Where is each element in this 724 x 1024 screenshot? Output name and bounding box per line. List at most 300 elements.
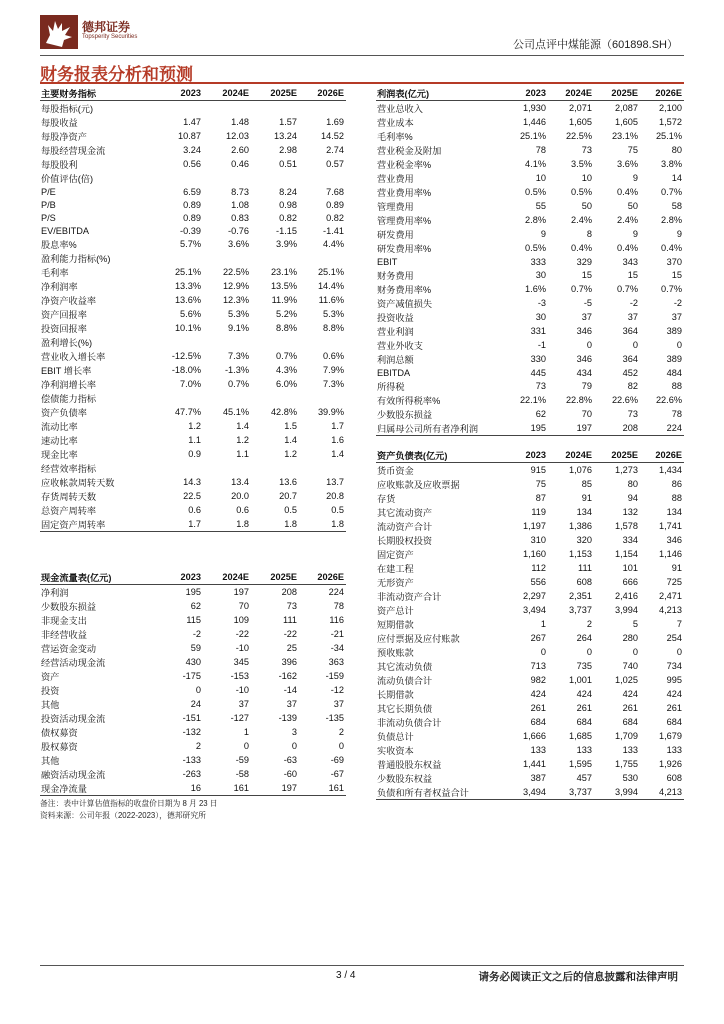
value-cell: 0.7%	[661, 284, 682, 295]
table-row	[40, 475, 346, 489]
year-header-cell: 2023	[155, 570, 203, 585]
value-cell: 725	[666, 577, 682, 587]
table-row	[40, 669, 346, 683]
year-header-cell: 2026E	[640, 86, 684, 101]
value-cell: 39.9%	[317, 407, 344, 418]
value-cell: 9.1%	[228, 323, 249, 334]
value-cell: -1.41	[323, 225, 344, 236]
value-cell: 25.1%	[174, 267, 201, 278]
row-label-cell: P/B	[41, 199, 56, 210]
value-cell: 42.8%	[270, 407, 297, 418]
table-row	[376, 352, 684, 366]
value-cell: 62	[190, 601, 201, 611]
value-cell: 3.8%	[661, 159, 682, 169]
row-label-cell: 经营活动现金流	[41, 658, 106, 668]
value-cell: 22.8%	[565, 395, 592, 406]
value-cell: 0	[291, 741, 297, 751]
row-label-cell: 其他	[41, 756, 60, 766]
value-cell: 14	[671, 173, 682, 183]
value-cell: 22.5	[183, 491, 201, 502]
row-label-cell: 无形资产	[377, 578, 414, 588]
value-cell: 452	[622, 367, 638, 378]
value-cell: 915	[530, 465, 546, 475]
value-cell: 5.3%	[228, 309, 249, 320]
table-row	[40, 613, 346, 627]
table-row	[40, 725, 346, 739]
table-row	[40, 641, 346, 655]
value-cell: 88	[671, 493, 682, 503]
value-cell	[203, 101, 251, 116]
value-cell: -21	[330, 629, 344, 639]
table-row	[376, 143, 684, 157]
table-row	[376, 757, 684, 771]
value-cell: 684	[666, 717, 682, 727]
row-label-cell: 偿债能力指标	[41, 394, 97, 405]
value-cell: 5	[632, 619, 638, 629]
value-cell: 224	[328, 587, 344, 597]
value-cell: 1,595	[569, 759, 592, 769]
value-cell: 2,297	[523, 591, 546, 601]
value-cell: 224	[666, 423, 682, 434]
value-cell: 5.3%	[323, 309, 344, 320]
table-row	[376, 561, 684, 575]
year-header-cell: 2023	[502, 448, 548, 463]
value-cell: 1.7	[188, 519, 201, 530]
table-row	[376, 241, 684, 255]
value-cell: 1.48	[231, 117, 249, 127]
value-cell: 5.2%	[276, 309, 297, 320]
table-row	[376, 129, 684, 143]
value-cell: 734	[666, 661, 682, 671]
value-cell: 1.2	[236, 435, 249, 446]
row-label-cell: 股权募资	[41, 742, 78, 752]
value-cell	[251, 461, 299, 475]
year-header-cell: 2025E	[251, 86, 299, 101]
value-cell: 1,386	[569, 521, 592, 531]
value-cell: 2,416	[615, 591, 638, 601]
value-cell: 25.1%	[519, 131, 546, 141]
financial-table-bottom-rule	[40, 531, 346, 532]
value-cell: 10.1%	[174, 323, 201, 334]
value-cell: 23.1%	[611, 131, 638, 141]
value-cell: 267	[530, 633, 546, 643]
value-cell: 1.8	[331, 519, 344, 530]
value-cell: 343	[622, 256, 638, 267]
row-label-cell: 资产负债率	[41, 408, 87, 419]
table-row	[376, 631, 684, 645]
value-cell: 1.5	[284, 421, 297, 432]
value-cell: -153	[230, 671, 249, 681]
value-cell	[251, 251, 299, 265]
value-cell: 1.2	[284, 449, 297, 460]
row-label-cell: 实收资本	[377, 746, 414, 756]
value-cell: 78	[333, 601, 344, 611]
table-row	[376, 785, 684, 799]
value-cell: 364	[622, 326, 638, 337]
row-label-cell: 长期借款	[377, 690, 414, 700]
value-cell: 1,153	[569, 549, 592, 559]
value-cell: 10	[581, 173, 592, 183]
value-cell: 346	[576, 326, 592, 337]
value-cell: 0.5	[331, 505, 344, 516]
value-cell: 9	[632, 173, 638, 183]
value-cell: -0.76	[228, 225, 249, 236]
row-label-cell: 非经营收益	[41, 630, 87, 640]
value-cell: 0.46	[231, 159, 249, 169]
value-cell: 14.4%	[317, 281, 344, 292]
row-label-cell: 营业费用	[377, 174, 414, 184]
value-cell: 2	[338, 727, 344, 737]
table-row	[40, 585, 346, 600]
year-header-cell: 2026E	[299, 570, 346, 585]
value-cell: 55	[535, 201, 546, 211]
value-cell: 101	[622, 563, 638, 573]
value-cell: 608	[666, 773, 682, 783]
value-cell: 1.57	[279, 117, 297, 127]
value-cell: 740	[622, 661, 638, 671]
table-row	[40, 753, 346, 767]
value-cell: 134	[666, 507, 682, 517]
row-label-cell: 利润总额	[377, 355, 414, 366]
value-cell: 37	[581, 312, 592, 323]
value-cell: 7.9%	[323, 365, 344, 376]
row-label-cell: 财务费用	[377, 271, 414, 282]
value-cell: 73	[286, 601, 297, 611]
row-label-cell: 营业利润	[377, 327, 414, 338]
value-cell: 0	[586, 647, 592, 657]
table-row	[376, 338, 684, 352]
value-cell: 261	[666, 703, 682, 713]
row-label-cell: 现金净流量	[41, 784, 87, 794]
value-cell: 2	[586, 619, 592, 629]
value-cell: 111	[578, 563, 592, 573]
row-label-cell: 营业外收支	[377, 341, 423, 352]
table-row	[40, 321, 346, 335]
value-cell: 13.6	[279, 477, 297, 488]
value-cell: 2.4%	[617, 215, 638, 225]
row-label-cell: 现金比率	[41, 450, 78, 461]
value-cell: 73	[627, 409, 638, 420]
value-cell: 22.1%	[519, 395, 546, 406]
value-cell: 684	[576, 717, 592, 727]
value-cell: 0.4%	[617, 187, 638, 197]
table-row	[40, 279, 346, 293]
value-cell: -135	[325, 713, 344, 723]
balance-sheet-table	[376, 448, 684, 799]
table-row	[40, 697, 346, 711]
row-label-cell: 投资回报率	[41, 324, 87, 335]
value-cell: 22.6%	[611, 395, 638, 406]
value-cell: 345	[233, 657, 249, 667]
value-cell: 16	[190, 783, 201, 793]
value-cell: 0.5	[284, 505, 297, 516]
year-header-cell: 2023	[502, 86, 548, 101]
value-cell: 556	[530, 577, 546, 587]
table-row	[40, 198, 346, 211]
table-row	[40, 211, 346, 224]
value-cell: 132	[622, 507, 638, 517]
value-cell: 1.6%	[525, 284, 546, 295]
section-title: 财务报表分析和预测	[40, 65, 193, 84]
table-row	[376, 575, 684, 589]
value-cell: 0.7%	[617, 284, 638, 295]
table-row	[376, 227, 684, 241]
table-row	[376, 729, 684, 743]
value-cell: 11.6%	[318, 295, 344, 306]
value-cell: -1.3%	[224, 365, 249, 376]
value-cell: 684	[622, 717, 638, 727]
value-cell: 346	[666, 535, 682, 545]
value-cell: -63	[283, 755, 297, 765]
value-cell: 1.47	[183, 117, 201, 127]
value-cell: 457	[576, 773, 592, 783]
value-cell: -175	[182, 671, 201, 681]
table-row	[40, 377, 346, 391]
row-label-cell: EBIT	[377, 256, 398, 267]
value-cell: 86	[671, 479, 682, 489]
row-label-cell: 财务费用率%	[377, 285, 432, 296]
value-cell	[299, 251, 346, 265]
value-cell: 1,755	[615, 759, 638, 769]
value-cell: 8.73	[231, 186, 249, 197]
value-cell: 329	[576, 256, 592, 267]
row-label-cell: 短期借款	[377, 620, 414, 630]
value-cell: -59	[235, 755, 249, 765]
value-cell: 1,572	[659, 117, 682, 127]
value-cell: 0.82	[279, 212, 297, 223]
value-cell: -2	[629, 298, 638, 309]
value-cell: 1.2	[188, 421, 201, 432]
value-cell: -12.5%	[171, 351, 201, 362]
value-cell: 333	[530, 256, 546, 267]
row-label-cell: 融资活动现金流	[41, 770, 106, 780]
row-label-cell: 净利润增长率	[41, 380, 97, 391]
value-cell: 0	[632, 647, 638, 657]
value-cell: 78	[535, 145, 546, 155]
value-cell: 12.3%	[222, 295, 249, 306]
value-cell: 1.69	[326, 117, 344, 127]
value-cell: 735	[576, 661, 592, 671]
value-cell: 1.8	[284, 519, 297, 530]
value-cell: 346	[576, 354, 592, 365]
value-cell: 0.89	[326, 199, 344, 210]
value-cell: 3.5%	[571, 159, 592, 169]
value-cell: 119	[531, 507, 546, 517]
value-cell: 389	[666, 326, 682, 337]
table-row	[376, 268, 684, 282]
value-cell: 7	[676, 619, 682, 629]
value-cell: 73	[581, 145, 592, 155]
value-cell: 7.68	[326, 186, 344, 197]
value-cell: 1.08	[231, 199, 249, 210]
table-row	[40, 129, 346, 143]
value-cell: 22.5%	[565, 131, 592, 141]
table-row	[40, 503, 346, 517]
value-cell: 13.3%	[174, 281, 201, 292]
row-label-cell: 资产回报率	[41, 310, 87, 321]
value-cell: 434	[576, 367, 592, 378]
value-cell	[155, 335, 203, 349]
table-row	[376, 157, 684, 171]
value-cell	[203, 391, 251, 405]
value-cell: -14	[283, 685, 297, 695]
value-cell: 530	[622, 773, 638, 783]
value-cell: 2,071	[569, 103, 592, 113]
value-cell: 13.5%	[270, 281, 297, 292]
value-cell: 22.6%	[655, 395, 682, 406]
row-label-cell: 其它流动负债	[377, 662, 433, 672]
value-cell: 2.8%	[525, 215, 546, 225]
value-cell: 3,494	[523, 605, 546, 615]
row-label-cell: 非现金支出	[41, 616, 87, 626]
row-label-cell: 净利润	[41, 588, 69, 598]
value-cell: 1,926	[659, 759, 682, 769]
row-label-cell: 预收账款	[377, 648, 414, 658]
value-cell	[251, 101, 299, 116]
table-row	[40, 683, 346, 697]
table-row	[376, 505, 684, 519]
row-label-cell: 普通股股东权益	[377, 760, 442, 770]
row-label-cell: 债权募资	[41, 728, 78, 738]
value-cell: 12.03	[226, 131, 249, 141]
value-cell: 12.9%	[222, 281, 249, 292]
value-cell: 37	[671, 312, 682, 323]
value-cell: 0	[676, 340, 682, 351]
row-label-cell: 价值评估(倍)	[41, 174, 94, 184]
table-row	[376, 379, 684, 393]
table-row	[40, 655, 346, 669]
value-cell: 364	[622, 354, 638, 365]
table-row	[40, 157, 346, 171]
year-header-cell: 2024E	[548, 448, 594, 463]
value-cell: 9	[676, 229, 682, 239]
row-label-cell: 营业税金率%	[377, 160, 432, 170]
row-label-cell: 营业费用率%	[377, 188, 432, 198]
value-cell: 320	[576, 535, 592, 545]
value-cell	[251, 171, 299, 185]
value-cell: 8.24	[279, 186, 297, 197]
table-title-cell: 主要财务指标	[40, 86, 155, 101]
row-label-cell: 流动资产合计	[377, 522, 433, 532]
note-text: 备注：表中计算估值指标的收盘价日期为 8 月 23 日	[40, 799, 218, 808]
value-cell: 334	[622, 535, 638, 545]
value-cell: 1,076	[569, 465, 592, 475]
value-cell: 23.1%	[270, 267, 297, 278]
value-cell: 264	[576, 633, 592, 643]
row-label-cell: 固定资产	[377, 550, 414, 560]
value-cell: 0.4%	[661, 243, 682, 253]
row-label-cell: EBIT 增长率	[41, 366, 92, 377]
value-cell: 424	[622, 689, 638, 699]
value-cell	[299, 101, 346, 116]
value-cell: 15	[627, 270, 638, 281]
table-row	[376, 771, 684, 785]
value-cell: 2.60	[231, 145, 249, 155]
value-cell: 1,679	[659, 731, 682, 741]
row-label-cell: 流动负债合计	[377, 676, 433, 686]
row-label-cell: 所得税	[377, 382, 405, 393]
table-row	[376, 673, 684, 687]
table-row	[376, 199, 684, 213]
value-cell: 1,930	[523, 103, 546, 113]
deer-head-logo-icon	[40, 15, 78, 49]
table-row	[376, 213, 684, 227]
value-cell: 0	[586, 340, 592, 351]
value-cell: 161	[328, 783, 344, 793]
table-row	[376, 255, 684, 268]
value-cell: 70	[581, 409, 592, 420]
row-label-cell: 资产总计	[377, 606, 414, 616]
value-cell: 684	[530, 717, 546, 727]
financial-indicators-table	[40, 86, 346, 531]
title-divider	[40, 82, 684, 84]
table-row	[376, 547, 684, 561]
table-row	[40, 251, 346, 265]
balance-table-bottom-rule	[376, 799, 684, 800]
value-cell: -34	[330, 643, 344, 653]
value-cell: 6.59	[183, 186, 201, 197]
value-cell: 59	[190, 643, 201, 653]
row-label-cell: 投资活动现金流	[41, 714, 106, 724]
table-row	[40, 781, 346, 795]
table-row	[376, 296, 684, 310]
table-row	[376, 533, 684, 547]
value-cell: 70	[238, 601, 249, 611]
table-row	[376, 603, 684, 617]
row-label-cell: 其他	[41, 700, 60, 710]
value-cell: 1,025	[615, 675, 638, 685]
value-cell: -3	[537, 298, 546, 309]
income-table-bottom-rule	[376, 435, 684, 436]
value-cell: 37	[627, 312, 638, 323]
value-cell: -5	[583, 298, 592, 309]
value-cell: 25	[286, 643, 297, 653]
cashflow-table-bottom-rule	[40, 795, 346, 796]
table-row	[376, 659, 684, 673]
value-cell: 0.7%	[661, 187, 682, 197]
value-cell: 2.74	[326, 145, 344, 155]
value-cell: 0.7%	[276, 351, 297, 362]
value-cell: 387	[530, 773, 546, 783]
value-cell: 0.5%	[525, 243, 546, 253]
row-label-cell: 货币资金	[377, 466, 414, 476]
value-cell: -2	[192, 629, 201, 639]
value-cell: 389	[666, 354, 682, 365]
value-cell	[155, 391, 203, 405]
table-row	[40, 405, 346, 419]
row-label-cell: 归属母公司所有者净利润	[377, 424, 479, 435]
value-cell	[299, 171, 346, 185]
value-cell	[155, 171, 203, 185]
value-cell: 1,605	[569, 117, 592, 127]
row-label-cell: 其它流动资产	[377, 508, 433, 518]
value-cell: 20.7	[279, 491, 297, 502]
value-cell: 1,685	[569, 731, 592, 741]
table-row	[40, 391, 346, 405]
value-cell: 2.4%	[571, 215, 592, 225]
value-cell	[251, 335, 299, 349]
value-cell: 0.57	[326, 159, 344, 169]
year-header-cell: 2026E	[640, 448, 684, 463]
row-label-cell: 净资产收益率	[41, 296, 97, 307]
value-cell: 20.8	[326, 491, 344, 502]
row-label-cell: 管理费用率%	[377, 216, 432, 226]
value-cell: 80	[627, 479, 638, 489]
table-row	[40, 767, 346, 781]
table-header-row	[40, 86, 346, 101]
table-row	[376, 421, 684, 435]
value-cell: 75	[627, 145, 638, 155]
